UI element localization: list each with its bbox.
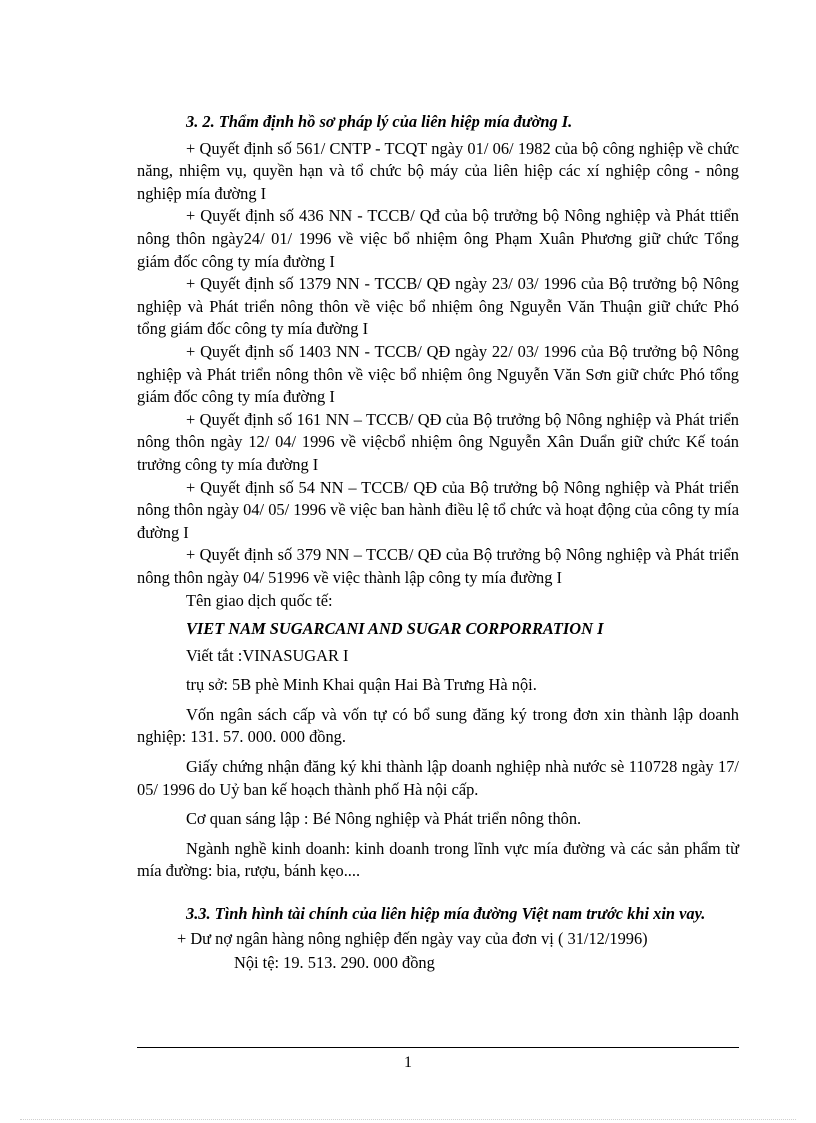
paragraph-decision-379: + Quyết định số 379 NN – TCCB/ QĐ của Bộ trưởng bộ Nông nghiệp và Phát triển nông thôn ngày 04/ 51996 về việc thành lập công ty mía đường I	[137, 545, 739, 587]
paragraph-decision-436: + Quyết định số 436 NN - TCCB/ Qđ của bộ trưởng bộ Nông nghiệp và Phát ttiển nông thôn ngày24/ 01/ 1996 về việc bổ nhiệm ông Phạm Xuân Phương giữ chức Tổng giám đốc công ty mía đường I	[137, 206, 739, 271]
paragraph-decision-161: + Quyết định số 161 NN – TCCB/ QĐ của Bộ trưởng bộ Nông nghiệp và Phát triển nông thôn ngày 12/ 04/ 1996 về việcbổ nhiệm ông Nguyễn Xân Duẩn giữ chức Kế toán trưởng công ty mía đường I	[137, 409, 739, 474]
founder: Cơ quan sáng lập : Bé Nông nghiệp và Phát triển nông thôn.	[186, 809, 582, 829]
document-body	[137, 111, 739, 975]
section-title: 3. 2. Thẩm định hồ sơ pháp lý của liên hiệp mía đường I.	[186, 112, 573, 131]
headquarters: trụ sở: 5B phè Minh Khai quận Hai Bà Trưng Hà nội.	[186, 675, 537, 695]
page-edge-divider	[20, 1119, 796, 1120]
business: Ngành nghề kinh doanh: kinh doanh trong lĩnh vực mía đường và các sản phẩm từ mía đường: bia, rượu, bánh kẹo....	[137, 838, 739, 881]
local-currency: Nội tệ: 19. 513. 290. 000 đồng	[234, 953, 435, 973]
intl-name-label: Tên giao dịch quốc tế:	[186, 591, 333, 611]
paragraph-decision-1379: + Quyết định số 1379 NN - TCCB/ QĐ ngày 23/ 03/ 1996 của Bộ trưởng bộ Nông nghiệp và Phát triển nông thôn về việc bổ nhiệm ông Nguyễn Văn Thuận giữ chức Phó tổng giám đốc công ty mía đường I	[137, 274, 739, 339]
paragraph-decision-54: + Quyết định số 54 NN – TCCB/ QĐ của Bộ trưởng bộ Nông nghiệp và Phát triển nông thôn ngày 04/ 05/ 1996 về việc ban hành điều lệ tổ chức và hoạt động của công ty mía đường I	[137, 477, 739, 542]
certificate: Giấy chứng nhận đăng ký khi thành lập doanh nghiệp nhà nước sè 110728 ngày 17/ 05/ 1996 do Uỷ ban kế hoạch thành phố Hà nội cấp.	[137, 757, 739, 799]
page-number: 1	[404, 1054, 412, 1071]
section2-title: 3.3. Tình hình tài chính của liên hiệp mía đường Việt nam trước khi xin vay.	[186, 904, 706, 923]
footer-divider	[137, 1047, 739, 1048]
paragraph-decision-1403: + Quyết định số 1403 NN - TCCB/ QĐ ngày 22/ 03/ 1996 của Bộ trưởng bộ Nông nghiệp và Phát triển nông thôn về việc bổ nhiệm ông Nguyễn Văn Sơn giữ chức Phó tổng giám đốc công ty mía đường I	[137, 341, 739, 407]
debt-line: + Dư nợ ngân hàng nông nghiệp đến ngày vay của đơn vị ( 31/12/1996)	[177, 928, 648, 948]
abbreviation: Viết tắt :VINASUGAR I	[186, 645, 349, 665]
intl-name: VIET NAM SUGARCANI AND SUGAR CORPORRATION I	[186, 619, 604, 639]
capital: Vốn ngân sách cấp và vốn tự có bổ sung đăng ký trong đơn xin thành lập doanh nghiệp: 131. 57. 000. 000 đồng.	[137, 704, 739, 747]
paragraph-decision-561: + Quyết định số 561/ CNTP - TCQT ngày 01/ 06/ 1982 của bộ công nghiệp về chức năng, nhiệm vụ, quyền hạn và tổ chức bộ máy của liên hiệp các xí nghiệp công - nông nghiệp mía đường I	[137, 138, 739, 203]
